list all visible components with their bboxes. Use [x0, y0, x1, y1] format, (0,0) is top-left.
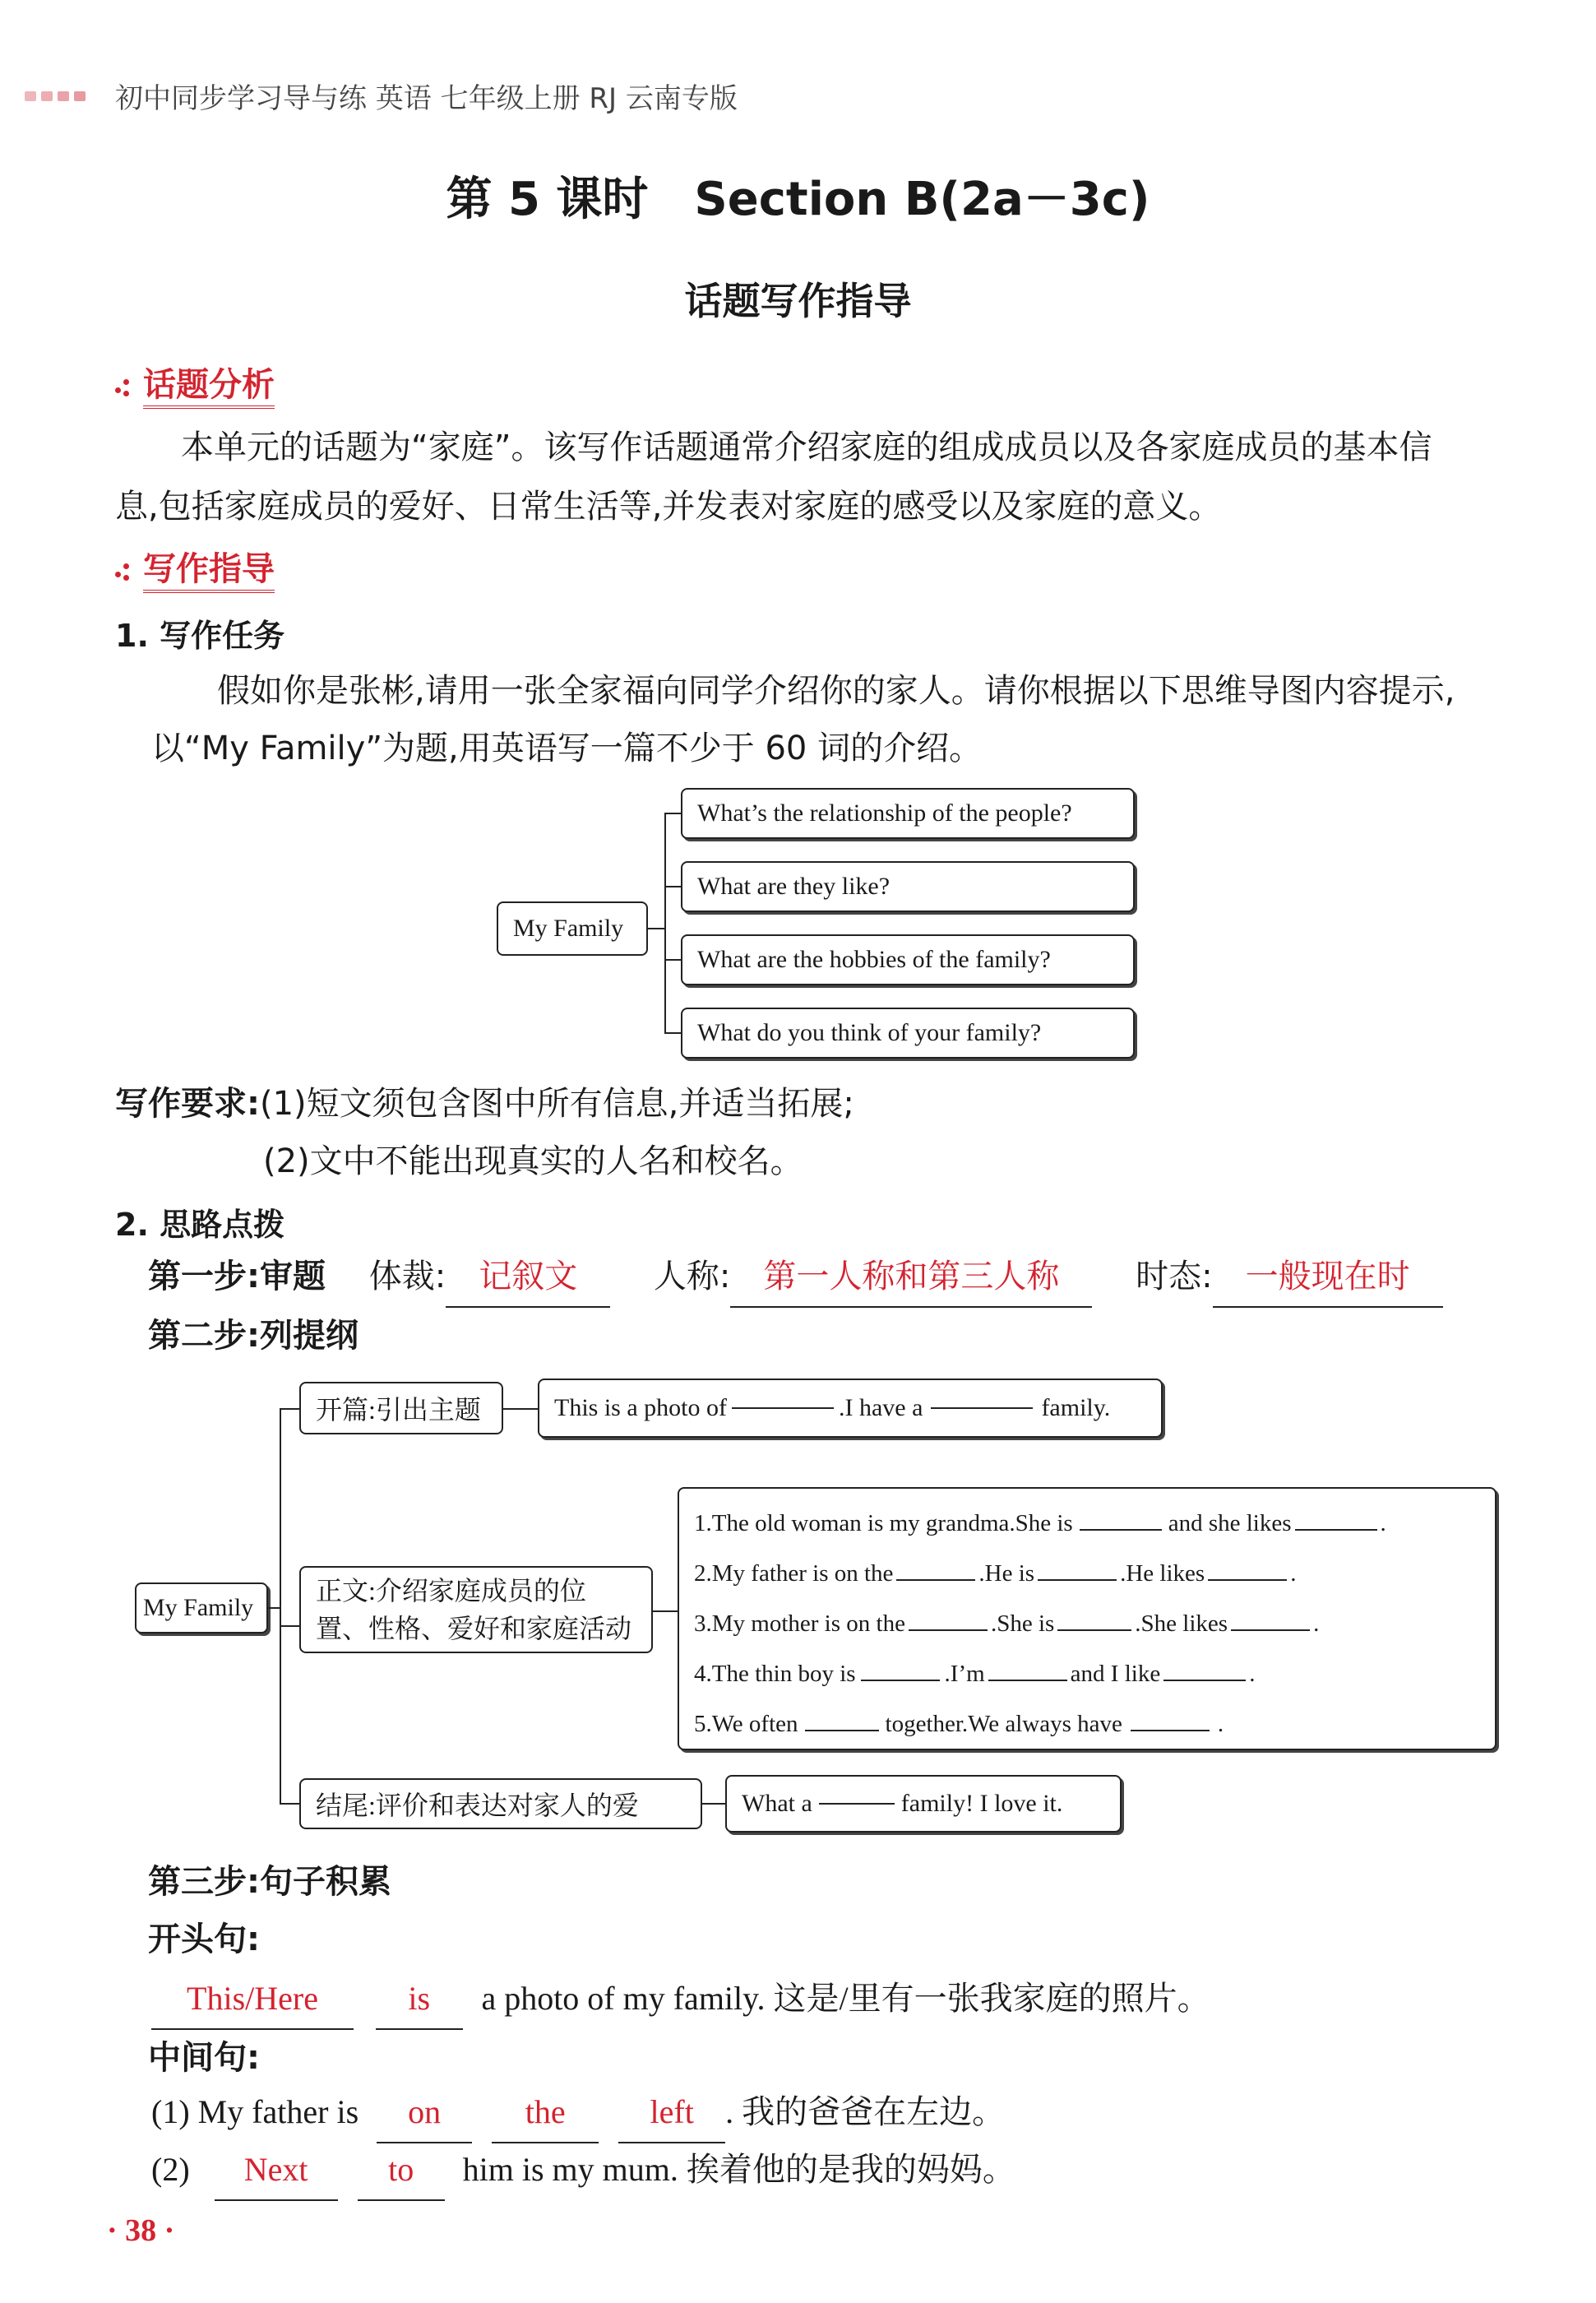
middle-sentence-label: 中间句: [148, 2039, 260, 2077]
step2-label: 第二步:列提纲 [148, 1317, 359, 1355]
requirement-2: (2)文中不能出现真实的人名和校名。 [263, 1142, 803, 1180]
connector [664, 959, 682, 961]
tense-label: 时态: [1136, 1258, 1213, 1295]
running-title: 初中同步学习导与练 英语 七年级上册 RJ 云南专版 [115, 82, 738, 115]
page-title: 第 5 课时 Section B(2a－3c) [446, 173, 1150, 226]
topic-text-line1: 本单元的话题为“家庭”。该写作话题通常介绍家庭的组成成员以及各家庭成员的基本信 [181, 429, 1432, 466]
mindmap-item: What do you think of your family? [681, 1008, 1135, 1059]
connector [664, 886, 682, 887]
requirement-1: (1)短文须包含图中所有信息,并适当拓展; [260, 1085, 854, 1123]
task-text-line1: 假如你是张彬,请用一张全家福向同学介绍你的家人。请你根据以下思维导图内容提示, [217, 672, 1455, 710]
connector [648, 928, 666, 929]
outline-body-label: 正文:介绍家庭成员的位 置、性格、爱好和家庭活动 [299, 1566, 653, 1653]
outline-opening-label: 开篇:引出主题 [299, 1382, 503, 1434]
outline-body-line-5: 5.We often together.We always have . [694, 1711, 1224, 1737]
page-number: · 38 · [107, 2213, 175, 2248]
person-label: 人称: [653, 1258, 731, 1295]
task-text-line2: 以“My Family”为题,用英语写一篇不少于 60 词的介绍。 [151, 730, 983, 767]
connector [653, 1610, 678, 1612]
topic-text-line2: 息,包括家庭成员的爱好、日常生活等,并发表对家庭的感受以及家庭的意义。 [115, 488, 1222, 526]
outline-opening-text: This is a photo of .I have a family. [538, 1379, 1163, 1438]
step1-line [148, 1247, 1443, 1308]
mindmap-item: What are they like? [681, 861, 1135, 912]
outline-root: My Family [135, 1582, 268, 1633]
mindmap-item: What’s the relationship of the people? [681, 788, 1135, 839]
section-heading-writing-guide: 写作指导 [115, 543, 275, 590]
connector [664, 813, 682, 814]
page-subtitle: 话题写作指导 [684, 279, 912, 323]
connector [503, 1408, 538, 1410]
connector [280, 1408, 281, 1805]
task-heading: 1. 写作任务 [115, 618, 285, 654]
answer-is: is [376, 1969, 463, 2030]
ideas-heading: 2. 思路点拨 [115, 1207, 285, 1243]
requirements-line1 [115, 1074, 854, 1133]
header-decoration [25, 89, 100, 100]
connector [702, 1803, 725, 1805]
connector [664, 813, 666, 1033]
connector [280, 1408, 299, 1410]
outline-body-line-3: 3.My mother is on the .She is .She likes . [694, 1610, 1320, 1637]
outline-body-line-2: 2.My father is on the .He is .He likes . [694, 1560, 1297, 1587]
outline-ending-text: What a family! I love it. [725, 1775, 1122, 1833]
section-heading-topic-analysis: 话题分析 [115, 359, 275, 405]
opening-sentence-label: 开头句: [148, 1921, 260, 1958]
genre-answer: 记叙文 [446, 1247, 610, 1308]
step1-label: 第一步:审题 [148, 1258, 326, 1295]
person-answer: 第一人称和第三人称 [730, 1247, 1092, 1308]
genre-label: 体裁: [368, 1258, 446, 1295]
dots-icon [115, 376, 136, 397]
mindmap-item: What are the hobbies of the family? [681, 934, 1135, 985]
middle-sentence-2: (2) Next to him is my mum. 挨着他的是我的妈妈。 [151, 2140, 1015, 2201]
connector [664, 1032, 682, 1034]
outline-body-line-4: 4.The thin boy is .I’m and I like . [694, 1661, 1256, 1687]
mindmap-root: My Family [497, 901, 648, 956]
dots-icon [115, 560, 136, 582]
answer-this-here: This/Here [151, 1969, 354, 2030]
requirements-label: 写作要求: [115, 1085, 260, 1123]
connector [280, 1625, 299, 1627]
connector [280, 1803, 299, 1805]
step3-label: 第三步:句子积累 [148, 1863, 391, 1901]
outline-body-lines [678, 1487, 1497, 1750]
outline-body-line-1: 1.The old woman is my grandma.She is and she likes . [694, 1510, 1386, 1536]
tense-answer: 一般现在时 [1213, 1247, 1443, 1308]
middle-sentence-1: (1) My father is on the left . 我的爸爸在左边。 [151, 2083, 1005, 2143]
opening-sentence: This/Here is a photo of my family. 这是/里有一张我家庭的照片。 [151, 1969, 1210, 2030]
outline-ending-label: 结尾:评价和表达对家人的爱 [299, 1778, 702, 1829]
